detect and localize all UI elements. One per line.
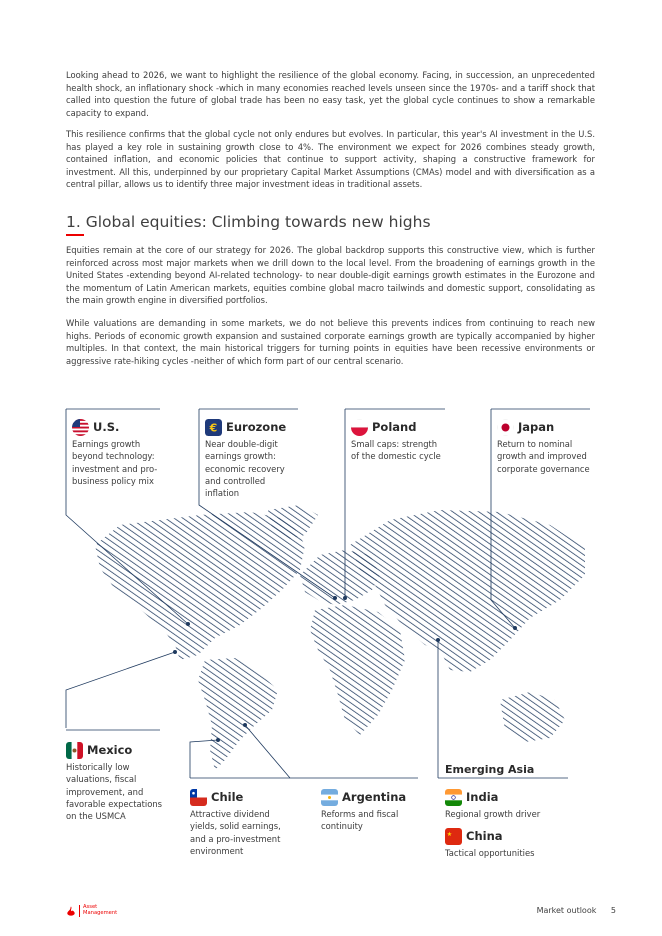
- callout-india: [445, 788, 570, 820]
- callout-argentina-desc: Reforms and fiscal continuity: [321, 809, 399, 832]
- callout-us-desc: Earnings growth beyond technology: investment and pro-business policy mix: [72, 439, 158, 486]
- africa-shape: [310, 605, 405, 735]
- chile-flag-icon: [190, 789, 207, 806]
- callout-china: [445, 827, 570, 859]
- callout-china-desc: Tactical opportunities: [445, 848, 535, 858]
- callout-mexico-title: Mexico: [87, 743, 133, 757]
- callout-poland-desc: Small caps: strength of the domestic cycle: [351, 439, 441, 462]
- callout-poland: [351, 418, 446, 463]
- callout-us: [72, 418, 172, 487]
- australia-shape: [500, 692, 565, 742]
- callout-us-title: U.S.: [93, 420, 120, 434]
- callout-india-desc: Regional growth driver: [445, 809, 541, 819]
- japan-flag-icon: [497, 419, 514, 436]
- callout-argentina: [321, 788, 421, 833]
- callout-eurozone-desc: Near double-digit earnings growth: economic recovery and controlled inflation: [205, 439, 285, 499]
- callout-eurozone: [205, 418, 295, 499]
- heading-underline: [66, 234, 84, 236]
- equities-paragraph-2: While valuations are demanding in some markets, we do not believe this prevents indices from continuing to reach new highs. Periods of economic growth expansion and sustained corporate earnings growth are typically accompanied by higher multiples. In that context, the main historical triggers for turning points in equities have been recessive environments or aggressive rate-hiking cycles -neither of which form part of our central scenario.: [66, 318, 595, 366]
- callout-emerging-asia: [445, 760, 570, 778]
- footer-right: [525, 906, 616, 915]
- callout-mexico: [66, 741, 174, 822]
- intro-paragraph-1: Looking ahead to 2026, we want to highlight the resilience of the global economy. Facing, in succession, an unprecedented health shock, an inflationary shock -which in many economies reached levels unseen since the 1970s- and a tariff shock that called into question the future of global trade has been no easy task, yet the global cycle continues to show a remarkable capacity to expand.: [66, 70, 595, 118]
- logo-line-1: Asset: [83, 904, 98, 910]
- poland-flag-icon: [351, 419, 368, 436]
- callout-mexico-desc: Historically low valuations, fiscal improvement, and favorable expectations on the USMCA: [66, 762, 163, 822]
- section-heading: 1. Global equities: Climbing towards new highs: [66, 213, 431, 231]
- svg-text:★: ★: [446, 830, 453, 838]
- flame-logo-icon: [66, 906, 76, 916]
- callout-japan-title: Japan: [518, 420, 555, 434]
- emerging-asia-title: Emerging Asia: [445, 762, 535, 776]
- footer-section-name: Market outlook: [536, 906, 597, 915]
- callout-japan: [497, 418, 597, 475]
- euro-icon: [205, 419, 222, 436]
- callout-argentina-title: Argentina: [342, 790, 407, 804]
- callout-india-title: India: [466, 790, 499, 804]
- callout-chile-title: Chile: [211, 790, 244, 804]
- callout-eurozone-title: Eurozone: [226, 420, 287, 434]
- callout-poland-title: Poland: [372, 420, 417, 434]
- china-flag-icon: [445, 828, 462, 845]
- mexico-flag-icon: [66, 742, 83, 759]
- continents: [95, 505, 585, 770]
- logo-line-2: Management: [83, 909, 118, 916]
- page-number: 5: [610, 906, 616, 915]
- north-america-shape: [95, 512, 305, 660]
- india-flag-icon: [445, 789, 462, 806]
- logo-text: [79, 905, 117, 917]
- callout-chile: [190, 788, 290, 857]
- callout-china-title: China: [466, 829, 503, 843]
- intro-paragraph-2: This resilience confirms that the global cycle not only endures but evolves. In particular, this year's AI investment in the U.S. has played a key role in sustaining growth close to 4%. The environment we expect for 2026 combines steady growth, contained inflation, and economic policies that continue to support activity, shaping a constructive framework for investment. All this, underpinned by our proprietary Capital Market Assumptions (CMAs) model and with diversification as a central pillar, allows us to identify three major investment ideas in traditional assets.: [66, 129, 595, 190]
- south-america-shape: [198, 658, 278, 770]
- us-flag-icon: [72, 419, 89, 436]
- footer-logo: [66, 905, 117, 917]
- argentina-flag-icon: [321, 789, 338, 806]
- callout-chile-desc: Attractive dividend yields, solid earnings, and a pro-investment environment: [190, 809, 281, 856]
- equities-paragraph-1: Equities remain at the core of our strategy for 2026. The global backdrop supports this constructive view, which is further reinforced across most major markets when we drill down to the local level. From the broadening of earnings growth in the United States -extending beyond AI-related technology- to near double-digit earnings growth estimates in the Eurozone and the momentum of Latin American markets, equities combine global macro tailwinds and domestic support, consolidating as the main growth engine in diversified portfolios.: [66, 245, 595, 306]
- svg-text:€: €: [209, 421, 218, 434]
- callout-japan-desc: Return to nominal growth and improved corporate governance: [497, 439, 590, 474]
